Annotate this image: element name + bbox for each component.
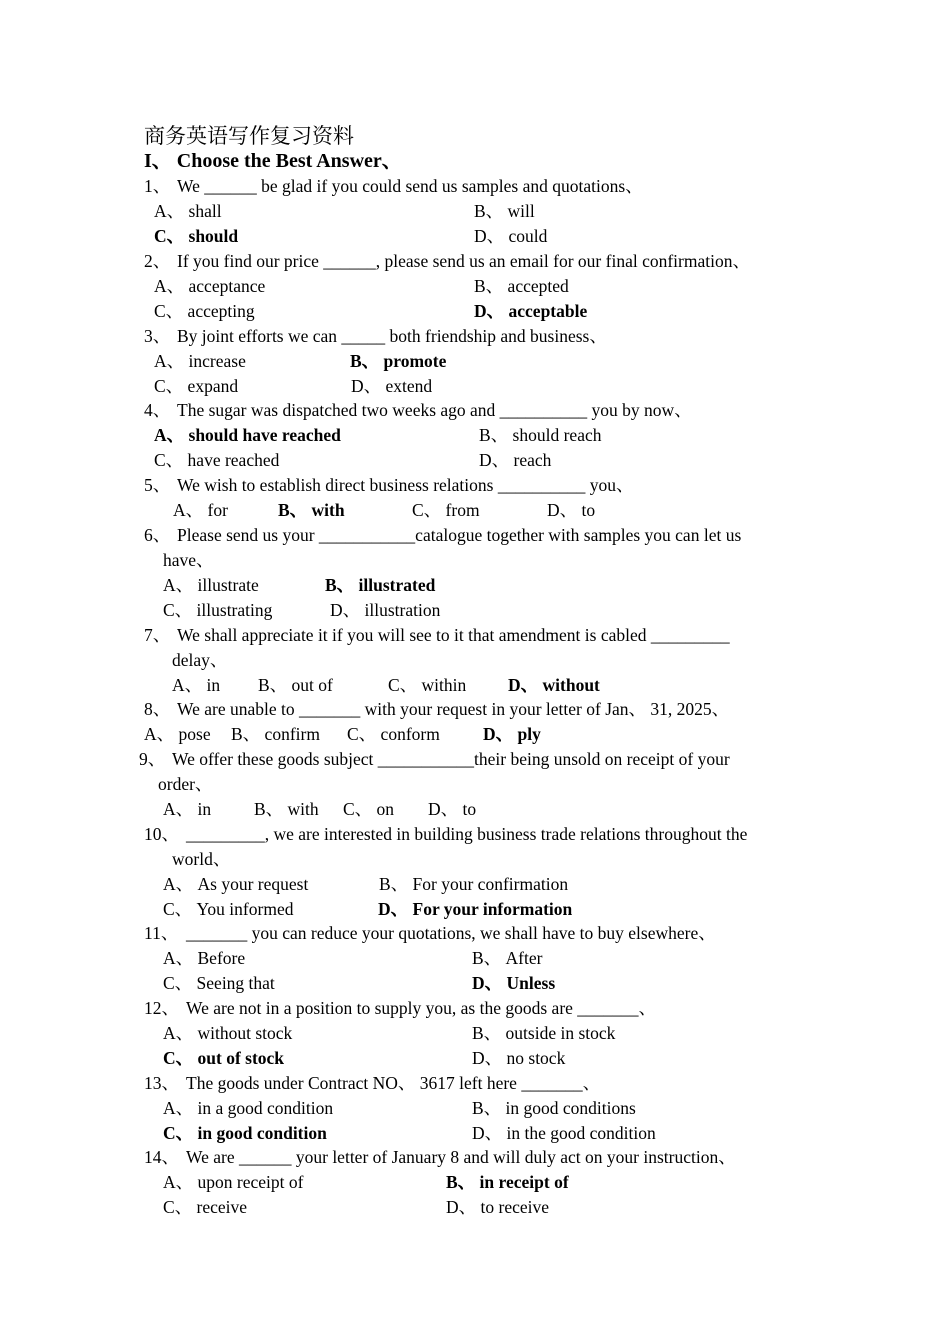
question-9-number: 9、 [139, 749, 166, 769]
question-10-stem: _________, we are interested in building business trade relations throughout the [186, 824, 748, 844]
question-5-option-b-answer: B、 with [278, 500, 345, 520]
question-6-stem: Please send us your ___________catalogue together with samples you can let us [177, 525, 742, 545]
question-13-option-b: B、 in good conditions [472, 1098, 636, 1118]
question-7-number: 7、 [144, 625, 171, 645]
question-8-stem: We are unable to _______ with your request in your letter of Jan、 31, 2025、 [177, 699, 730, 719]
question-12-option-b: B、 outside in stock [472, 1023, 616, 1043]
question-1-number: 1、 [144, 176, 171, 196]
question-4-option-c: C、 have reached [154, 450, 280, 470]
question-14-option-c: C、 receive [163, 1197, 248, 1217]
question-9-option-a: A、 in [163, 799, 212, 819]
question-2-option-c: C、 accepting [154, 301, 255, 321]
question-14-stem: We are ______ your letter of January 8 and will duly act on your instruction、 [186, 1147, 736, 1167]
question-3-option-a: A、 increase [154, 351, 246, 371]
question-7-stem-continued: delay、 [172, 650, 228, 670]
question-10-option-b: B、 For your confirmation [379, 874, 569, 894]
question-9-option-c: C、 on [343, 799, 395, 819]
question-11-option-b: B、 After [472, 948, 543, 968]
question-10-option-c: C、 You informed [163, 899, 294, 919]
question-1-option-c-answer: C、 should [154, 226, 239, 246]
question-4-option-a-answer: A、 should have reached [154, 425, 341, 445]
question-7-option-c: C、 within [388, 675, 467, 695]
question-13-option-a: A、 in a good condition [163, 1098, 334, 1118]
question-14-option-b-answer: B、 in receipt of [446, 1172, 569, 1192]
question-11-stem: _______ you can reduce your quotations, we shall have to buy elsewhere、 [186, 923, 716, 943]
question-12-number: 12、 [144, 998, 179, 1018]
question-13-number: 13、 [144, 1073, 179, 1093]
question-12-option-d: D、 no stock [472, 1048, 566, 1068]
question-7-option-b: B、 out of [258, 675, 333, 695]
question-3-option-c: C、 expand [154, 376, 239, 396]
question-8-option-b: B、 confirm [231, 724, 320, 744]
question-1-option-d: D、 could [474, 226, 548, 246]
question-14-option-a: A、 upon receipt of [163, 1172, 304, 1192]
question-12-option-a: A、 without stock [163, 1023, 293, 1043]
document-title: 商务英语写作复习资料 [144, 124, 354, 148]
question-4-option-b: B、 should reach [479, 425, 602, 445]
question-4-number: 4、 [144, 400, 171, 420]
question-14-option-d: D、 to receive [446, 1197, 550, 1217]
question-2-option-d-answer: D、 acceptable [474, 301, 588, 321]
question-12-option-c-answer: C、 out of stock [163, 1048, 285, 1068]
question-13-option-d: D、 in the good condition [472, 1123, 656, 1143]
question-7-stem: We shall appreciate it if you will see to it that amendment is cabled _________ [177, 625, 730, 645]
question-10-stem-continued: world、 [172, 849, 231, 869]
question-1-stem: We ______ be glad if you could send us samples and quotations、 [177, 176, 643, 196]
question-3-number: 3、 [144, 326, 171, 346]
question-5-number: 5、 [144, 475, 171, 495]
question-6-option-c: C、 illustrating [163, 600, 273, 620]
question-5-stem: We wish to establish direct business relations __________ you、 [177, 475, 634, 495]
question-8-option-d-answer: D、 ply [483, 724, 541, 744]
question-3-stem: By joint efforts we can _____ both friendship and business、 [177, 326, 607, 346]
question-1-option-a: A、 shall [154, 201, 222, 221]
question-14-number: 14、 [144, 1147, 179, 1167]
question-3-option-d: D、 extend [351, 376, 433, 396]
question-10-number: 10、 [144, 824, 179, 844]
question-9-option-d: D、 to [428, 799, 477, 819]
question-13-option-c-answer: C、 in good condition [163, 1123, 327, 1143]
question-9-stem-continued: order、 [158, 774, 213, 794]
question-4-stem: The sugar was dispatched two weeks ago and __________ you by now、 [177, 400, 692, 420]
question-6-option-a: A、 illustrate [163, 575, 259, 595]
question-5-option-a: A、 for [173, 500, 228, 520]
question-11-option-d-answer: D、 Unless [472, 973, 556, 993]
question-1-option-b: B、 will [474, 201, 535, 221]
question-6-option-b-answer: B、 illustrated [325, 575, 436, 595]
question-7-option-d-answer: D、 without [508, 675, 600, 695]
question-9-stem: We offer these goods subject ___________their being unsold on receipt of your [172, 749, 730, 769]
question-8-number: 8、 [144, 699, 171, 719]
question-5-option-d: D、 to [547, 500, 596, 520]
question-2-option-b: B、 accepted [474, 276, 569, 296]
question-10-option-a: A、 As your request [163, 874, 309, 894]
question-10-option-d-answer: D、 For your information [378, 899, 573, 919]
question-2-number: 2、 [144, 251, 171, 271]
question-2-stem: If you find our price ______, please send us an email for our final confirmation、 [177, 251, 750, 271]
question-6-number: 6、 [144, 525, 171, 545]
question-11-option-c: C、 Seeing that [163, 973, 275, 993]
question-2-option-a: A、 acceptance [154, 276, 266, 296]
question-12-stem: We are not in a position to supply you, as the goods are _______、 [186, 998, 657, 1018]
question-3-option-b-answer: B、 promote [350, 351, 447, 371]
question-11-number: 11、 [144, 923, 179, 943]
question-13-stem: The goods under Contract NO、 3617 left here _______、 [186, 1073, 601, 1093]
question-7-option-a: A、 in [172, 675, 221, 695]
question-9-option-b: B、 with [254, 799, 319, 819]
question-6-option-d: D、 illustration [330, 600, 441, 620]
question-8-option-c: C、 conform [347, 724, 440, 744]
section-heading: I、 Choose the Best Answer、 [144, 150, 402, 172]
question-6-stem-continued: have、 [163, 550, 214, 570]
question-4-option-d: D、 reach [479, 450, 552, 470]
question-11-option-a: A、 Before [163, 948, 246, 968]
question-8-option-a: A、 pose [144, 724, 211, 744]
question-5-option-c: C、 from [412, 500, 480, 520]
